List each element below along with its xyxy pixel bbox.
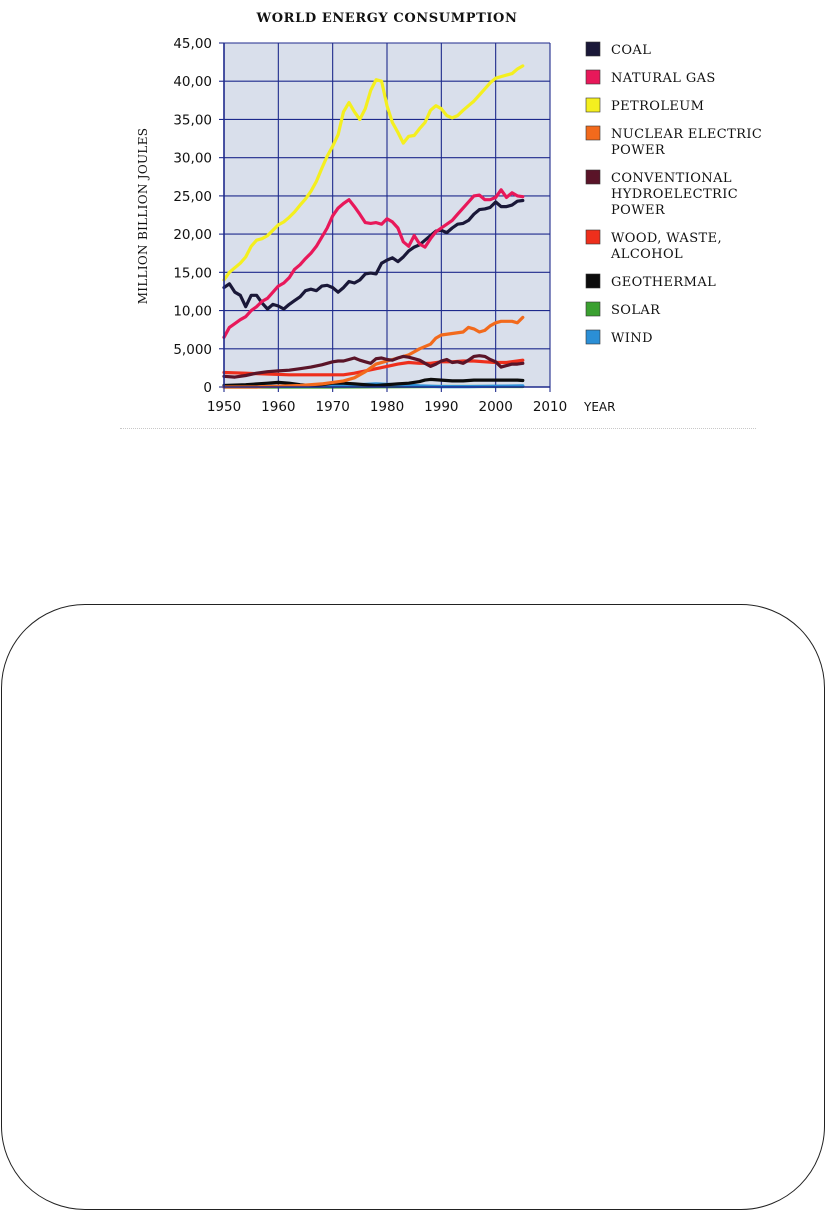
y-tick-label: 15,00 [173,265,212,282]
legend-label: COAL [611,43,652,58]
legend-swatch [586,126,600,140]
legend-swatch [586,230,600,244]
y-tick-label: 25,00 [173,188,212,205]
legend-swatch [586,274,600,288]
legend-swatch [586,170,600,184]
y-tick-label: 40,00 [173,74,212,91]
legend-label: PETROLEUM [611,99,705,114]
y-tick-label: 20,00 [173,227,212,244]
legend-label: POWER [611,203,666,218]
legend-label: POWER [611,143,666,158]
y-tick-label: 10,00 [173,303,212,320]
legend-swatch [586,330,600,344]
x-axis-label: YEAR [584,400,616,414]
y-tick-label: 35,00 [173,112,212,129]
legend-label: HYDROELECTRIC [611,187,739,202]
y-tick-label: 30,00 [173,150,212,167]
legend-label: GEOTHERMAL [611,275,717,290]
legend-label: WOOD, WASTE, [611,231,723,246]
legend-swatch [586,70,600,84]
x-tick-label: 2010 [532,399,568,415]
y-axis-ticks [173,36,224,396]
x-tick-label: 2000 [478,399,513,415]
legend-label: WIND [611,331,653,346]
x-tick-label: 1980 [369,399,405,415]
legend [586,42,762,346]
y-tick-label: 45,00 [173,36,212,52]
legend-swatch [586,42,600,56]
y-axis-label: MILLION BILLION JOULES [136,127,150,305]
y-tick-label: 5,000 [173,341,212,358]
y-tick-label: 0 [203,380,212,396]
x-axis-ticks [207,387,567,415]
legend-swatch [586,98,600,112]
legend-label: SOLAR [611,303,661,318]
x-tick-label: 1960 [261,399,296,415]
legend-label: NATURAL GAS [611,71,716,86]
answer-box[interactable] [1,604,825,1210]
chart-bottom-rule [120,428,756,429]
chart-title: WORLD ENERGY CONSUMPTION [256,11,518,26]
legend-swatch [586,302,600,316]
legend-label: NUCLEAR ELECTRIC [611,127,763,142]
x-tick-label: 1970 [315,399,350,415]
x-tick-label: 1950 [206,399,242,415]
legend-label: CONVENTIONAL [611,171,732,186]
legend-label: ALCOHOL [611,247,684,262]
chart [0,0,830,440]
x-tick-label: 1990 [424,399,459,415]
